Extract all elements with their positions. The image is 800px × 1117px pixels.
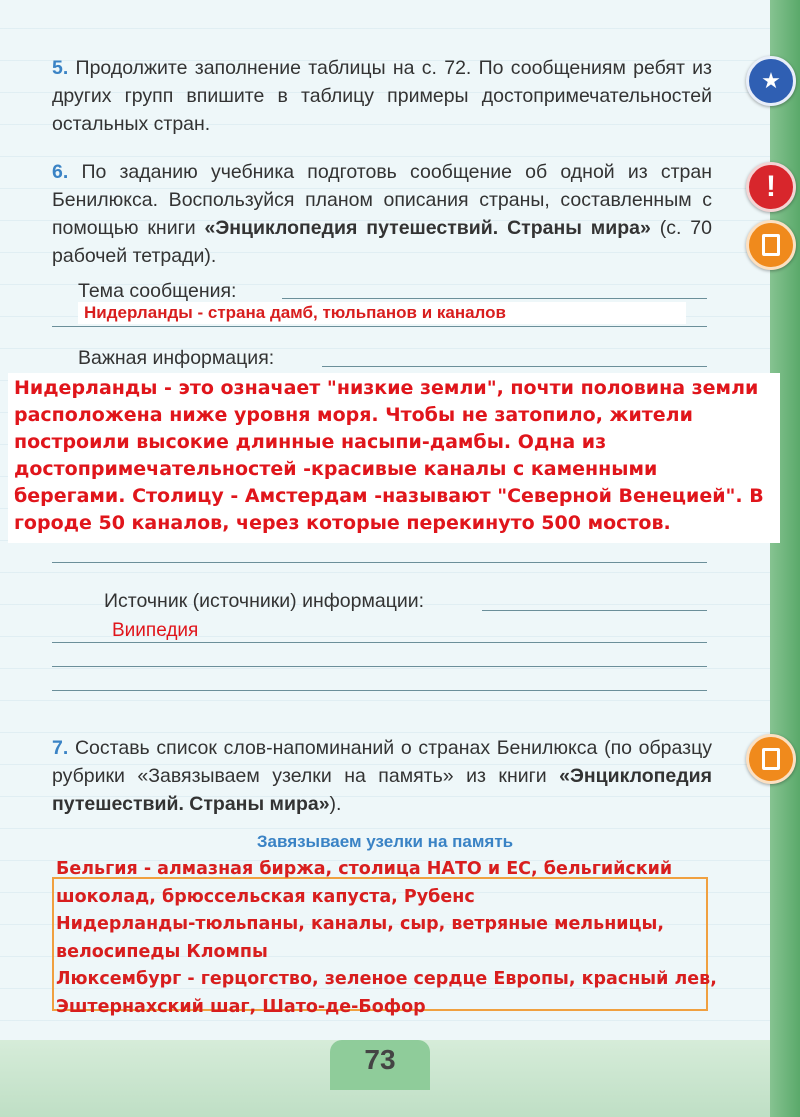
task-number: 5. [52,57,69,79]
book-icon [746,734,796,784]
page-number: 73 [364,1044,396,1075]
task-text: По заданию учебника подготовь сообщение об одной из стран Бенилюкса. Воспользуйся планом описания страны, составленным с помощью книги [52,161,712,239]
task-text: Продолжите заполнение таблицы на с. 72. По сообщениям ребят из других групп впишите в таблицу примеры достопримечательностей остальных стран. [52,57,712,135]
source-answer: Виипедия [112,620,199,641]
important-info-answer: Нидерланды - это означает "низкие земли", почти половина земли расположена ниже уровня моря. Чтобы не затопило, жители построили высокие длинные насыпи-дамбы. Одна из достопримечательностей -красивые каналы с каменными берегами. Столицу - Амстердам -называют "Северной Венецией". В городе 50 каналов, через которые перекинуто 500 мостов. [8,373,780,543]
stars-icon: ★ [746,56,796,106]
task-number: 7. [52,737,69,759]
memo-luxembourg: Люксембург - герцогство, зеленое сердце Европы, красный лев, Эштернахский шаг, Шато-де-Бофор [56,969,717,1017]
task-6 [52,158,712,270]
answer-line [482,610,707,611]
exclamation-icon: ! [746,162,796,212]
answer-line [52,642,707,643]
answer-line [322,366,707,367]
task-text: ). [329,793,342,815]
answer-line [282,298,707,299]
task-5 [52,54,712,138]
memo-netherlands: Нидерланды-тюльпаны, каналы, сыр, ветряные мельницы, велосипеды Кломпы [56,914,664,962]
task-number: 6. [52,161,69,183]
theme-label: Тема сообщения: [78,280,237,302]
answer-line [52,690,707,691]
answer-line [52,326,707,327]
important-info-label: Важная информация: [78,347,275,369]
memo-belgium: Бельгия - алмазная биржа, столица НАТО и ЕС, бельгийский шоколад, брюссельская капуста, Рубенс [56,859,673,907]
answer-line [52,666,707,667]
book-title: «Энциклопедия путешествий. Страны мира» [52,765,712,815]
task-text: (с. 70 рабочей тетради). [52,217,712,267]
task-7 [52,734,712,818]
book-title: «Энциклопедия путешествий. Страны мира» [204,217,651,239]
answer-line [52,562,707,563]
book-icon [746,220,796,270]
source-label: Источник (источники) информации: [104,590,425,612]
theme-answer: Нидерланды - страна дамб, тюльпанов и каналов [78,302,686,324]
memo-title: Завязываем узелки на память [256,832,514,851]
task-text: Составь список слов-напоминаний о странах Бенилюкса (по образцу рубрики «Завязываем узелки на память» из книги [52,737,712,787]
memo-list [56,856,736,1021]
